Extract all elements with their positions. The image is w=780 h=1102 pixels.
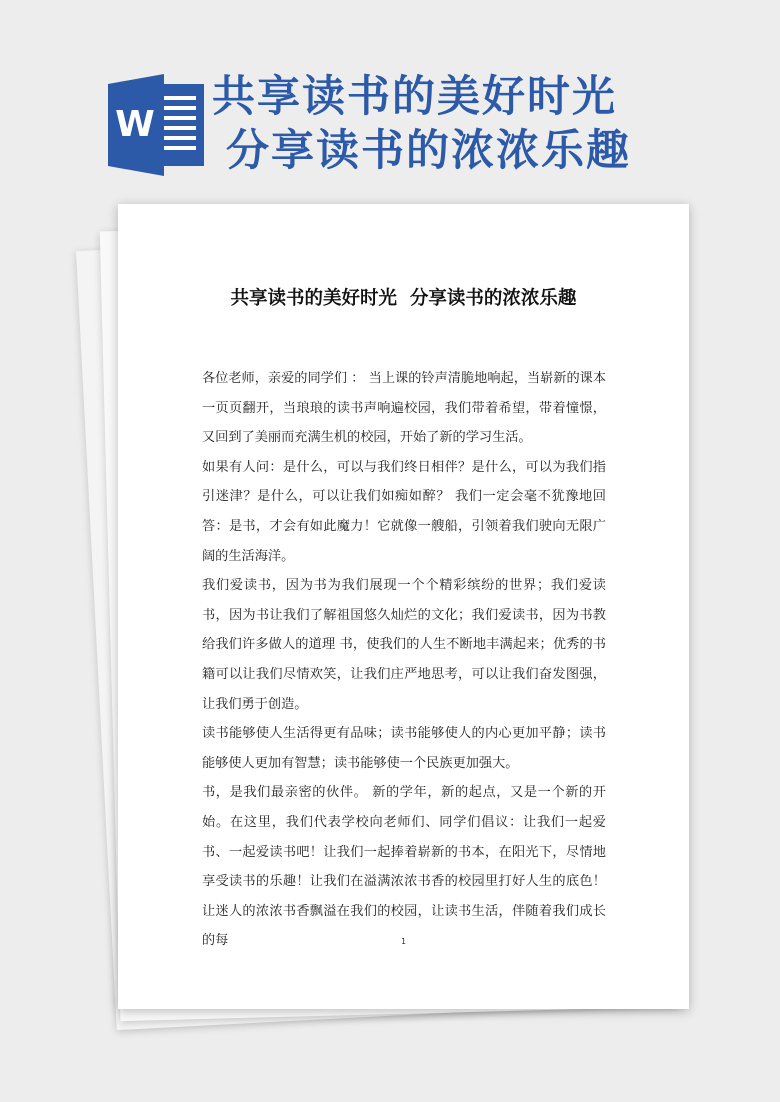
page-number: 1 — [400, 937, 407, 946]
word-icon-letter: W — [115, 104, 155, 145]
document-page — [118, 204, 689, 1009]
paragraph: 如果有人问：是什么，可以与我们终日相伴？是什么，可以为我们指引迷津？是什么，可以让我们如痴如醉？ 我们一定会毫不犹豫地回答：是书，才会有如此魔力！它就像一艘船，引领着我们驶向无限广阔的生活海洋。 — [202, 459, 606, 564]
banner-title-line-1: 共享读书的美好时光 — [212, 72, 617, 122]
paragraph: 读书能够使人生活得更有品味；读书能够使人的内心更加平静；读书能够使人更加有智慧；读书能够使一个民族更加强大。 — [202, 726, 606, 771]
paragraph: 我们爱读书，因为书为我们展现一个个精彩缤纷的世界；我们爱读书，因为书让我们了解祖国悠久灿烂的文化；我们爱读书，因为书教给我们许多做人的道理 书，使我们的人生不断地丰满起来；优秀的书籍可以让我们尽情欢笑，让我们庄严地思考，可以让我们奋发图强，让我们勇于创造。 — [202, 578, 606, 712]
paragraph: 书，是我们最亲密的伙伴。 新的学年，新的起点，又是一个新的开始。在这里，我们代表学校向老师们、同学们倡议：让我们一起爱书、一起爱读书吧！让我们一起捧着崭新的书本，在阳光下，尽情地享受读书的乐趣！让我们在溢满浓浓书香的校园里打好人生的底色！让迷人的浓浓书香飘溢在我们的校园，让读书生活，伴随着我们成长的每 — [202, 785, 606, 949]
banner-title-line-2: 分享读书的浓浓乐趣 — [226, 126, 631, 176]
banner — [0, 0, 780, 200]
word-document-icon — [108, 70, 208, 180]
document-title: 共享读书的美好时光 分享读书的浓浓乐趣 — [230, 288, 577, 309]
paragraph: 各位老师，亲爱的同学们 ： 当上课的铃声清脆地响起，当崭新的课本一页页翻开，当琅琅的读书声响遍校园，我们带着希望，带着憧憬，又回到了美丽而充满生机的校园，开始了新的学习生活。 — [202, 371, 607, 446]
document-body — [202, 364, 606, 956]
